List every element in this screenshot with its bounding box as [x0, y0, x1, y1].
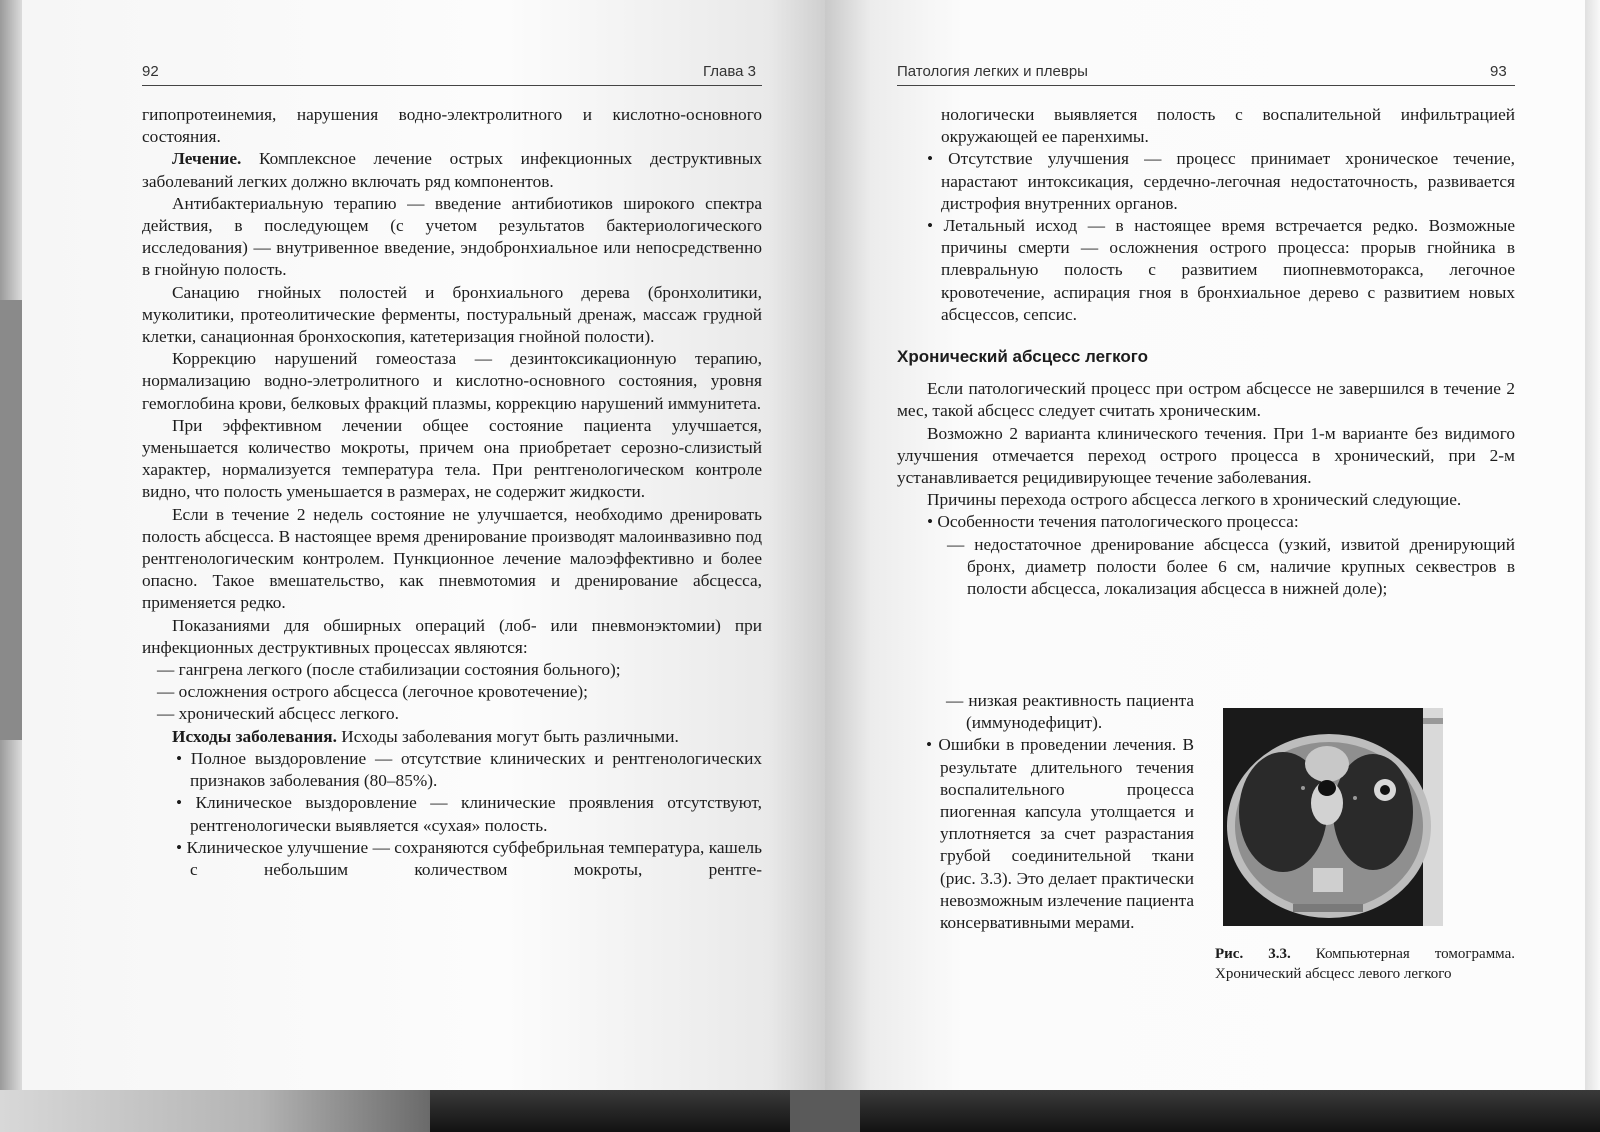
- paragraph: Показаниями для обширных операций (лоб- или пневмонэктомии) при инфекционных деструктивных процессах являются:: [142, 615, 762, 657]
- right-header-rule: [897, 85, 1515, 86]
- right-page-narrow-text: [926, 690, 1194, 934]
- page-edge-right: [1585, 0, 1600, 1132]
- paragraph: нологически выявляется полость с воспалительной инфильтрацией окружающей ее паренхимы.: [941, 105, 1515, 147]
- page-edge-left: [0, 0, 22, 1132]
- paragraph: При эффективном лечении общее состояние пациента улучшается, уменьшается количество мокроты, причем она приобретает серозно-слизистый характер, нормализуется температура тела. При рентгенологическом контроле видно, что полость уменьшается в размерах, не содержит жидкости.: [142, 415, 762, 502]
- section-heading: Хронический абсцесс легкого: [897, 347, 1149, 367]
- treatment-paragraph: Лечение. Комплексное лечение острых инфекционных деструктивных заболеваний легких должно включать ряд компонентов.: [142, 149, 762, 191]
- paragraph: гипопротеинемия, нарушения водно-электролитного и кислотно-основного состояния.: [142, 105, 762, 147]
- list-item: • Клиническое выздоровление — клинические проявления отсутствуют, рентгенологически выявляется «сухая» полость.: [176, 793, 762, 835]
- left-header-rule: [142, 85, 762, 86]
- right-page-number: 93: [1490, 63, 1507, 80]
- scanner-bottom-edge: [0, 1090, 1600, 1132]
- left-page-text: [142, 104, 762, 881]
- list-item: — недостаточное дренирование абсцесса (узкий, извитой дренирующий бронх, диаметр полости более 6 см, наличие крупных секвестров в полости абсцесса, локализация абсцесса в нижней доле);: [947, 534, 1515, 599]
- paragraph: Возможно 2 варианта клинического течения. При 1-м варианте без видимого улучшения отмечается переход острого процесса в хронический, при 2-м устанавливается рецидивирующее течение заболевания.: [897, 423, 1515, 488]
- list-item: — хронический абсцесс легкого.: [157, 704, 399, 724]
- list-item: — низкая реактивность пациента (иммунодефицит).: [946, 691, 1194, 733]
- paragraph: Коррекцию нарушений гомеостаза — дезинтоксикационную терапию, нормализацию водно-элетролитного и кислотно-основного состояния, уровня гемоглобина крови, белковых фракций плазмы, коррекцию нарушений иммунитета.: [142, 349, 762, 413]
- list-item: — осложнения острого абсцесса (легочное кровотечение);: [157, 682, 588, 702]
- treatment-heading: Лечение.: [172, 149, 242, 169]
- list-item: • Летальный исход — в настоящее время встречается редко. Возможные причины смерти — осложнения острого процесса: прорыв гнойника в плевральную полость с развитием пиопневмоторакса, легочное кровотечение, аспирация гноя в бронхиальное дерево с развитием новых абсцессов, сепсис.: [927, 216, 1515, 324]
- left-running-head: Глава 3: [703, 63, 757, 80]
- paragraph: Причины перехода острого абсцесса легкого в хронический следующие.: [927, 490, 1462, 510]
- list-item: — гангрена легкого (после стабилизации состояния больного);: [157, 660, 621, 680]
- outcomes-paragraph: Исходы заболевания. Исходы заболевания могут быть различными.: [172, 726, 679, 746]
- left-page-number: 92: [142, 63, 159, 80]
- list-item: • Отсутствие улучшения — процесс принимает хроническое течение, нарастают интоксикация, сердечно-легочная недостаточность, развивается дистрофия внутренних органов.: [927, 149, 1515, 213]
- ct-scan-figure: [1223, 708, 1443, 926]
- figure-label: Рис. 3.3.: [1215, 946, 1291, 962]
- paragraph: Санацию гнойных полостей и бронхиального дерева (бронхолитики, муколитики, протеолитические ферменты, постуральный дренаж, массаж грудной клетки, санационная бронхоскопия, катетеризация гнойной полости).: [142, 282, 762, 347]
- figure-caption: Рис. 3.3. Компьютерная томограмма. Хронический абсцесс левого легкого: [1215, 946, 1515, 982]
- right-running-head: Патология легких и плевры: [897, 63, 1088, 80]
- outcomes-heading: Исходы заболевания.: [172, 726, 337, 746]
- list-item: • Ошибки в проведении лечения. В результате длительного течения воспалительного процесса пиогенная капсула утолщается и уплотняется за счет разрастания грубой соединительной ткани (рис. 3.3). Это делает практически невозможным излечение пациента консервативными мерами.: [926, 735, 1194, 933]
- list-item: • Особенности течения патологического процесса:: [927, 512, 1299, 532]
- paragraph: Если в течение 2 недель состояние не улучшается, необходимо дренировать полость абсцесса. В настоящее время дренирование производят малоинвазивно под рентгенологическим контролем. Пункционное лечение малоэффективно и более опасно. Такое вмешательство, как пневмотомия и дренирование абсцесса, применяется редко.: [142, 504, 762, 613]
- paragraph: Если патологический процесс при остром абсцессе не завершился в течение 2 мес, такой абсцесс следует считать хроническим.: [897, 379, 1515, 421]
- ct-scan-image: [1223, 708, 1443, 926]
- right-page-text: [897, 104, 1515, 600]
- paragraph: Антибактериальную терапию — введение антибиотиков широкого спектра действия, в последующем (с учетом результатов бактериологического исследования) — внутривенное введение, эндобронхиальное или непосредственно в гнойную полость.: [142, 193, 762, 280]
- list-item: • Полное выздоровление — отсутствие клинических и рентгенологических признаков заболевания (80–85%).: [176, 748, 762, 791]
- list-item: • Клиническое улучшение — сохраняются субфебрильная температура, кашель с небольшим количеством мокроты, рентге-: [176, 837, 762, 879]
